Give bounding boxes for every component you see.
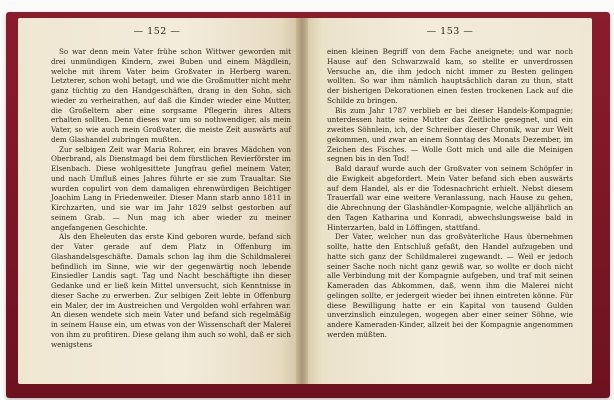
- right-paragraph-4: Der Vater, welcher nun das großväterliche Haus übernehmen sollte, hatte den Entschluß gefaßt, den Handel aufzugeben und hatte sich ganz der Schildmalerei zugewandt. — Weil er jedoch seiner Sache noch nicht ganz gewiß war, so wollte er doch nicht alle Verbindung mit der Kompagnie aufgeben, und traf mit seinen Kameraden das Abkommen, daß, wenn ihm die Malerei nicht gelingen sollte, er jedergeit wieder bei ihnen eintreten könne. Für diese Bewilligung hatte er ein Kapital von tausend Gulden unverzinslich einzulegen, wogegen aber einer seiner Söhne, wie andere Kameraden-Kinder, allzeit bei der Kompagnie angenommen werden müßten.: [327, 232, 573, 339]
- left-page: [18, 18, 296, 384]
- right-paragraph-2: Bis zum Jahr 1787 verblieb er bei dieser Handels-Kompagnie; unterdessen hatte seine Mutter das Zeitliche gesegnet, und ein zweites Söhnlein, ich, der Schreiber dieser Chronik, war zur Welt gekommen, und zwar an einem Sonntag des Monats Dezember, im Zeichen des Fisches. — Wolle Gott mich und alle die Meinigen segnen bis in den Tod!: [327, 105, 573, 164]
- left-page-text: [51, 47, 291, 349]
- right-paragraph-1: einen kleinen Begriff von dem Fache aneignete; und war noch Hause auf den Schwarzwald kam, so stellte er unverdrossen Versuche an, die ihm jedoch nicht immer zu Besten gelingen wollten. So war ihm nämlich hauptsächlich daran zu thun, statt der bisherigen Dekorationen einen festen trockenen Lack auf die Schilde zu bringen.: [327, 47, 573, 105]
- left-paragraph-2: Zur selbigen Zeit war Maria Rohrer, ein braves Mädchen von Oberbrand, als Dienstmagd bei dem fürstlichen Revierförster im Elsenbach. Diese wohlgesittete Jungfrau gefiel meinem Vater, und nach Umfluß eines Jahres führte er sie zum Traualtar. Sie wurden copulirt von dem damaligen ehrenwürdigen Beichtiger Joachim Lang in Friedenweiler. Dieser Mann starb anno 1811 in Kirchzarten, und sie war im Jahr 1829 selbst gestorben auf seinem Grab. — Nun mag ich aber wieder zu meiner angefangenen Geschichte.: [51, 144, 291, 232]
- left-paragraph-3: Als den Eheleuten das erste Kind geboren wurde, befand sich der Vater gerade auf dem Platz in Offenburg im Glashandelsgeschäfte. Damals schon lag ihm die Schildmalerei befindlich im Sinne, wie wir der gegenwärtig noch lebende Einsiedler Landis sagt. Tag und Nacht beschäftigte ihn dieser Gedanke und er ließ kein Mittel unversucht, sich Kenntnisse in dieser Sache zu erwerben. Zur selbigen Zeit lebte in Offenburg ein Maler, der im Austreichen und Vergolden wohl erfahren war. An diesen wendete sich mein Vater und befand sich regelmäßig in seinem Hause ein, um etwas von der Wissenschaft der Malerei von ihm zu profitiren. Diese gelang ihm auch so wohl, daß er sich wenigstens: [51, 232, 291, 349]
- right-page: [308, 18, 592, 384]
- right-paragraph-3: Bald darauf wurde auch der Großvater von seinem Schöpfer in die Ewigkeit abgefordert. Mein Vater befand sich eben auswärts auf dem Handel, als er die Todesnachricht erhielt. Nebst diesem Trauerfall war eine weitere Veranlassung, nach Hause zu gehen, die Abrechnung der Glashändler-Kompagnie, welche alljährlich an den Tagen Katharina und Konradi, abwechslungsweise bald in Hinterzarten, bald in Löffingen, stattfand.: [327, 164, 573, 232]
- page-number-left: — 152 —: [133, 26, 181, 37]
- left-paragraph-1: So war denn mein Vater frühe schon Wittwer geworden mit drei unmündigen Kindern, zwei Buben und einem Mägdlein, welche mit ihrem Vater beim Großvater in Herberg waren. Letzterer, schon wohl betagt, und wie die Großmutter nicht mehr ganz tüchtig zu den Handgeschäften, drang in den Sohn, sich wieder zu verheirathen, auf daß die Kinder wieder eine Mutter, die Großeltern aber eine sorgsame Pflegerin ihres Alters erhalten sollten. Denn dieses war um so nothwendiger, als mein Vater, so wie auch mein Großvater, die meiste Zeit auswärts auf dem Glashandel zubringen mußten.: [51, 47, 291, 144]
- page-number-right: — 153 —: [426, 26, 474, 37]
- book-gutter: [296, 18, 308, 384]
- right-page-text: [327, 47, 573, 340]
